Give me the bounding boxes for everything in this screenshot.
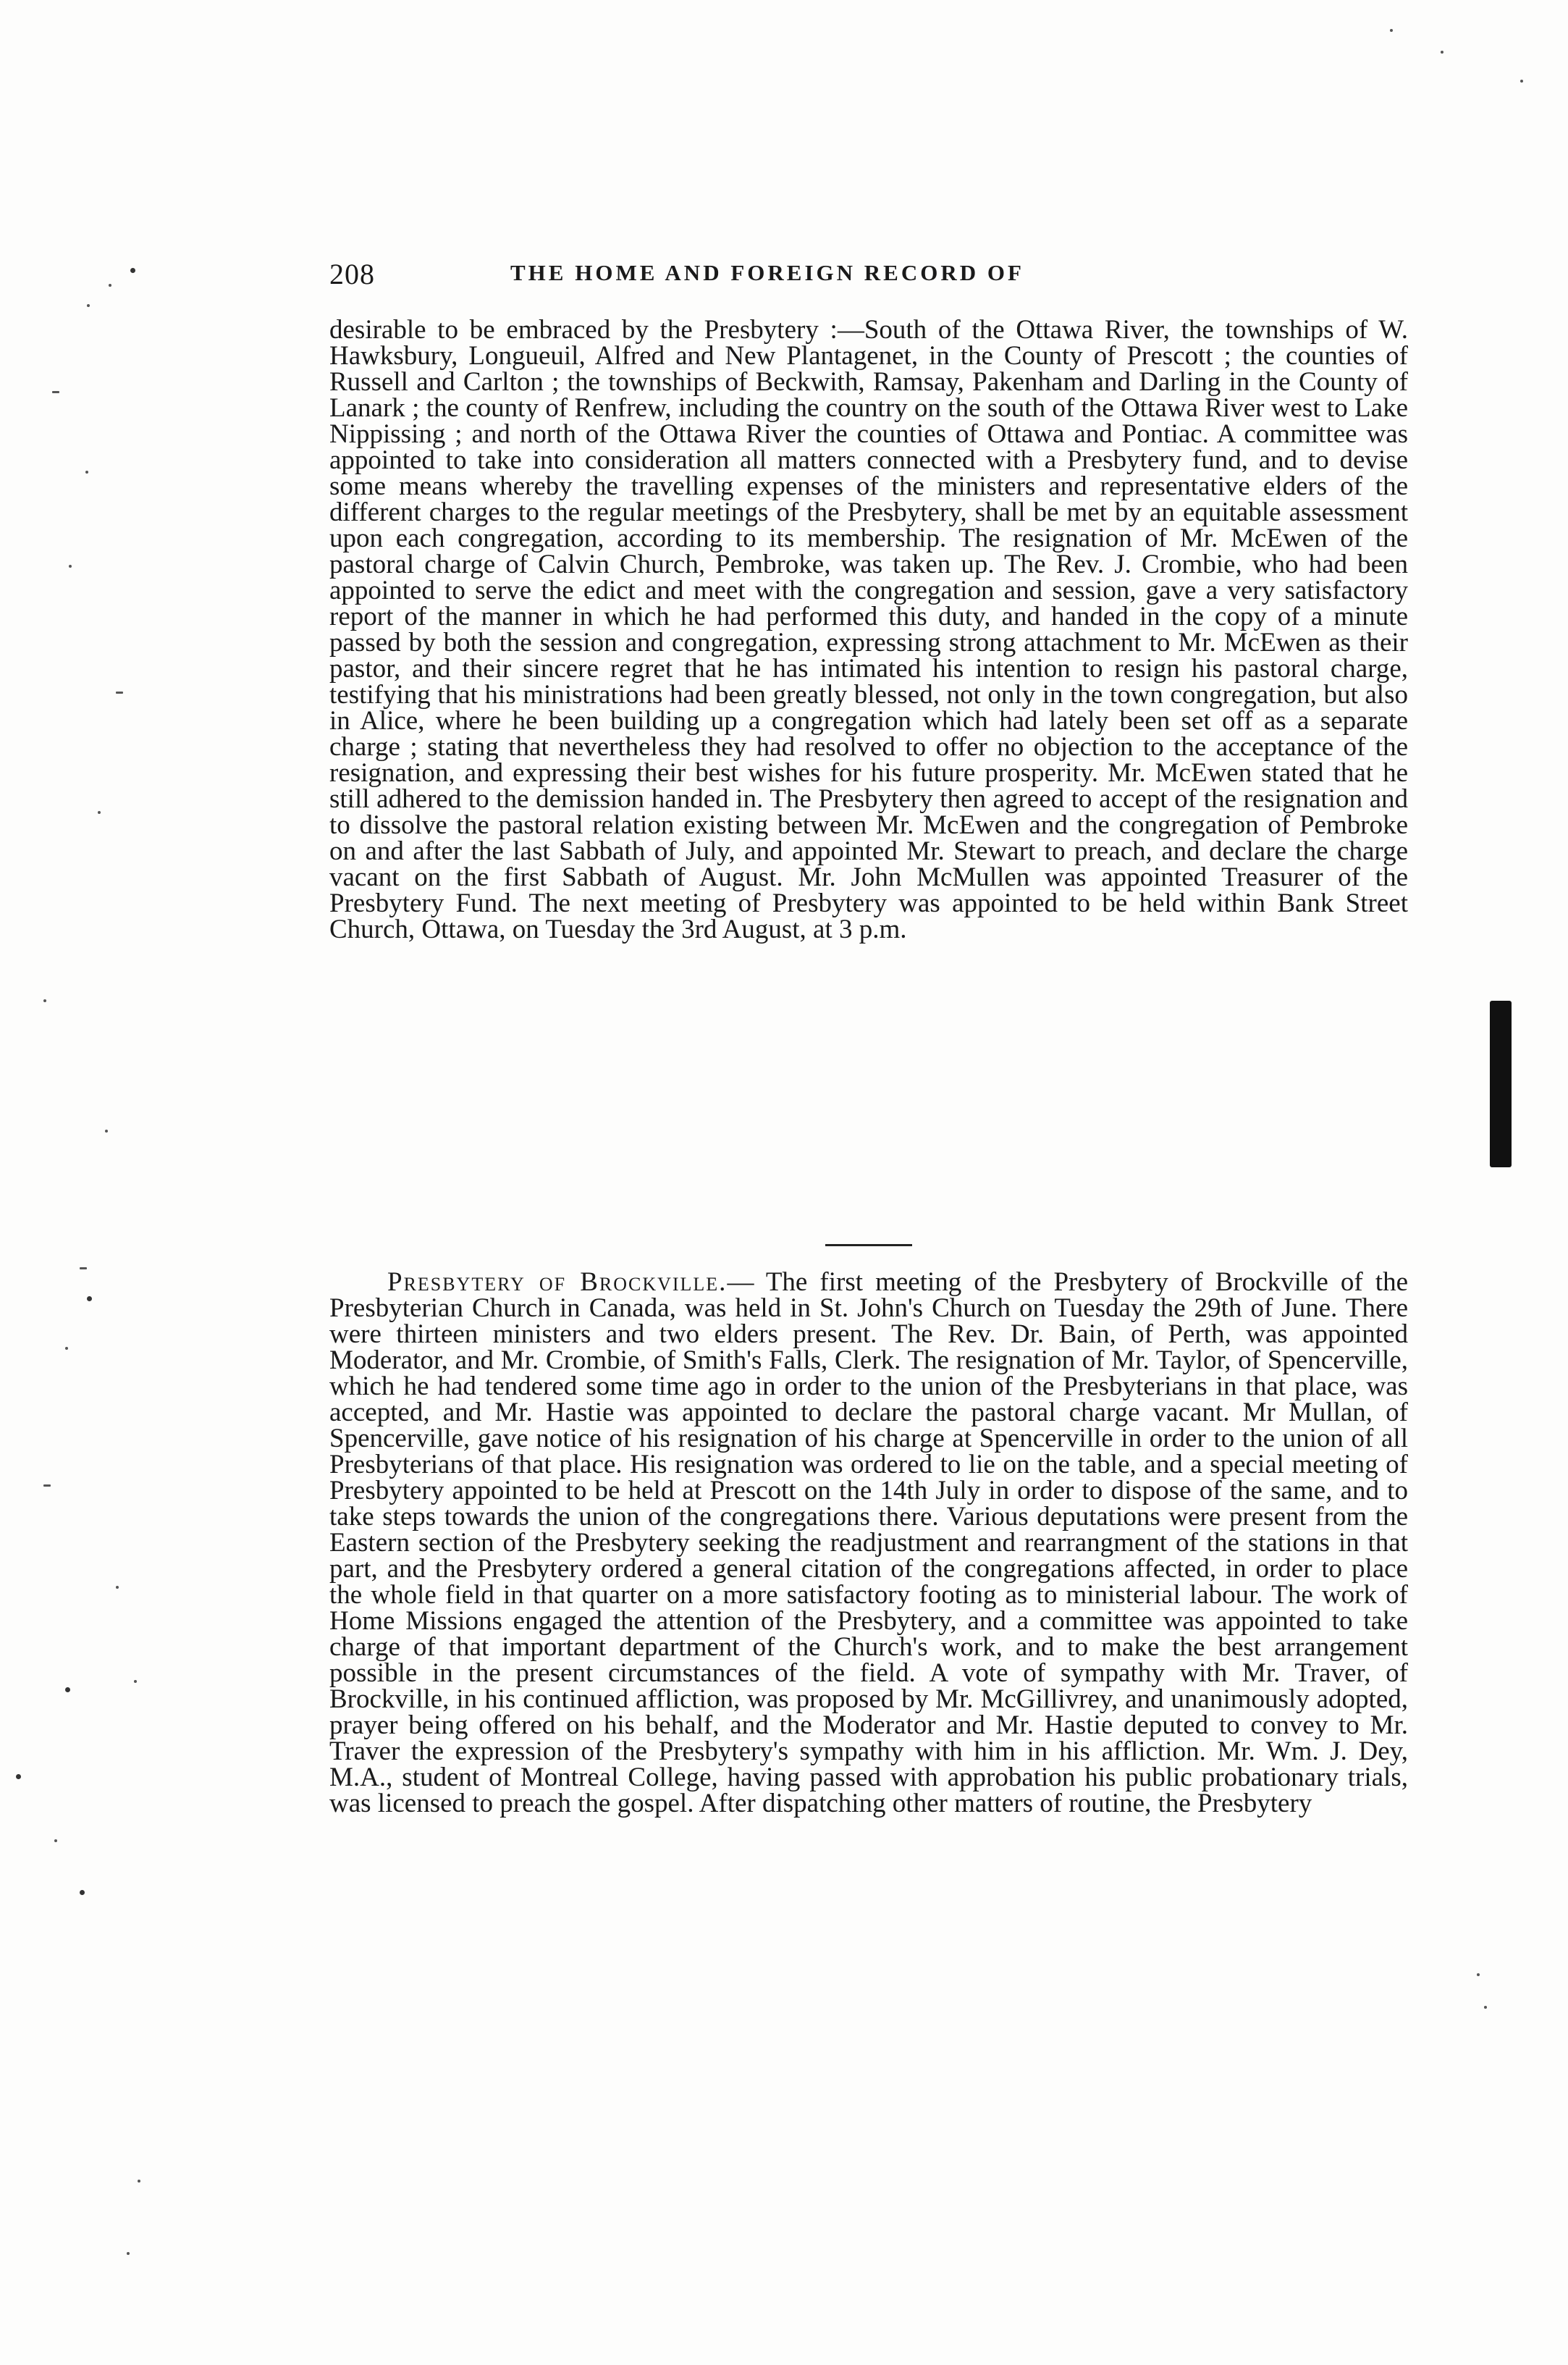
speck: [98, 811, 101, 814]
speck: [105, 1130, 108, 1133]
section-heading: Presbytery of Brockville.: [387, 1267, 728, 1297]
page-number: 208: [329, 258, 375, 290]
speck: [85, 471, 88, 474]
running-head: THE HOME AND FOREIGN RECORD OF: [510, 260, 1024, 285]
speck: [130, 268, 135, 273]
speck: [1484, 2006, 1487, 2009]
speck: [1390, 29, 1393, 32]
section-divider: [825, 1244, 912, 1246]
speck: [1520, 80, 1523, 83]
speck: [80, 1890, 85, 1895]
speck: [54, 1839, 57, 1842]
speck: [43, 1484, 51, 1487]
speck: [87, 304, 90, 307]
speck: [43, 999, 46, 1002]
speck: [52, 391, 59, 393]
page-header: [329, 257, 1408, 293]
speck: [65, 1687, 70, 1692]
paragraph-text: desirable to be embraced by the Presbytery :—South of the Ottawa River, the townships of W. Hawksbury, Longueuil, Alfred and New Plantagenet, in the County of Prescott ; the counties of Russell and Carlton ; the townships of Beckwith, Ramsay, Pakenham and Darling in the County of Lanark ; the county of Renfrew, including the country on the south of the Ottawa River west to Lake Nippissing ; and north of the Ottawa River the counties of Ottawa and Pontiac. A committee was appointed to take into consideration all matters connected with a Presbytery fund, and to devise some means whereby the travelling expenses of the ministers and representative elders of the different charges to the regular meetings of the Presbytery, shall be met by an equitable assessment upon each congregation, according to its membership. The resignation of Mr. McEwen of the pastoral charge of Calvin Church, Pembroke, was taken up. The Rev. J. Crombie, who had been appointed to serve the edict and meet with the congregation and session, gave a very satisfactory report of the manner in which he had performed this duty, and handed in the copy of a minute passed by both the session and congregation, expressing strong attachment to Mr. McEwen as their pastor, and their sincere regret that he has intimated his intention to resign his pastoral charge, testifying that his ministrations had been greatly blessed, not only in the town congregation, but also in Alice, where he been building up a congregation which had lately been set off as a separate charge ; stating that nevertheless they had resolved to offer no objection to the acceptance of the resignation, and expressing their best wishes for his future prosperity. Mr. McEwen stated that he still adhered to the demission handed in. The Presbytery then agreed to accept of the resignation and to dissolve the pastoral relation existing between Mr. McEwen and the congregation of Pembroke on and after the last Sabbath of July, and appointed Mr. Stewart to preach, and declare the charge vacant on the first Sabbath of August. Mr. John McMullen was appointed Treasurer of the Presbytery Fund. The next meeting of Presbytery was appointed to be held within Bank Street Church, Ottawa, on Tuesday the 3rd August, at 3 p.m.: [329, 315, 1408, 944]
speck: [87, 1296, 92, 1301]
speck: [116, 1586, 119, 1589]
continued-report-paragraph: [329, 317, 1408, 943]
speck: [138, 2180, 140, 2183]
speck: [65, 1347, 68, 1350]
speck: [134, 1680, 137, 1683]
brockville-report-paragraph: [329, 1269, 1408, 1817]
speck: [127, 2252, 130, 2255]
speck: [80, 1267, 87, 1269]
scan-edge-mark: [1490, 1001, 1512, 1167]
speck: [69, 565, 72, 568]
speck: [16, 1774, 21, 1779]
speck: [1477, 1973, 1480, 1976]
speck: [1441, 51, 1443, 54]
paragraph-text: — The first meeting of the Presbytery of Brockville of the Presbyterian Church in Canada, was held in St. John's Church on Tuesday the 29th of June. There were thirteen ministers and two elders present. The Rev. Dr. Bain, of Perth, was appointed Moderator, and Mr. Crombie, of Smith's Falls, Clerk. The resignation of Mr. Taylor, of Spencerville, which he had tendered some time ago in order to the union of the Presbyterians in that place, was accepted, and Mr. Hastie was appointed to declare the pastoral charge vacant. Mr Mullan, of Spencerville, gave notice of his resignation of his charge at Spencerville in order to the union of all Presbyterians of that place. His resignation was ordered to lie on the table, and a special meeting of Presbytery appointed to be held at Prescott on the 14th July in order to dispose of the same, and to take steps towards the union of the congregations there. Various deputations were present from the Eastern section of the Presbytery seeking the readjustment and rearrangment of the stations in that part, and the Presbytery ordered a general citation of the congregations affected, in order to place the whole field in that quarter on a more satisfactory footing as to ministerial labour. The work of Home Missions engaged the attention of the Presbytery, and a committee was appointed to take charge of that important department of the Church's work, and to make the best arrangement possible in the present circumstances of the field. A vote of sympathy with Mr. Traver, of Brockville, in his continued affliction, was proposed by Mr. McGillivrey, and unanimously adopted, prayer being offered on his behalf, and the Moderator and Mr. Hastie deputed to convey to Mr. Traver the expression of the Presbytery's sympathy with him in his affliction. Mr. Wm. J. Dey, M.A., student of Montreal College, having passed with approbation his public probationary trials, was licensed to preach the gospel. After dispatching other matters of routine, the Presbytery: [329, 1267, 1408, 1818]
speck: [116, 692, 123, 694]
speck: [109, 284, 111, 287]
